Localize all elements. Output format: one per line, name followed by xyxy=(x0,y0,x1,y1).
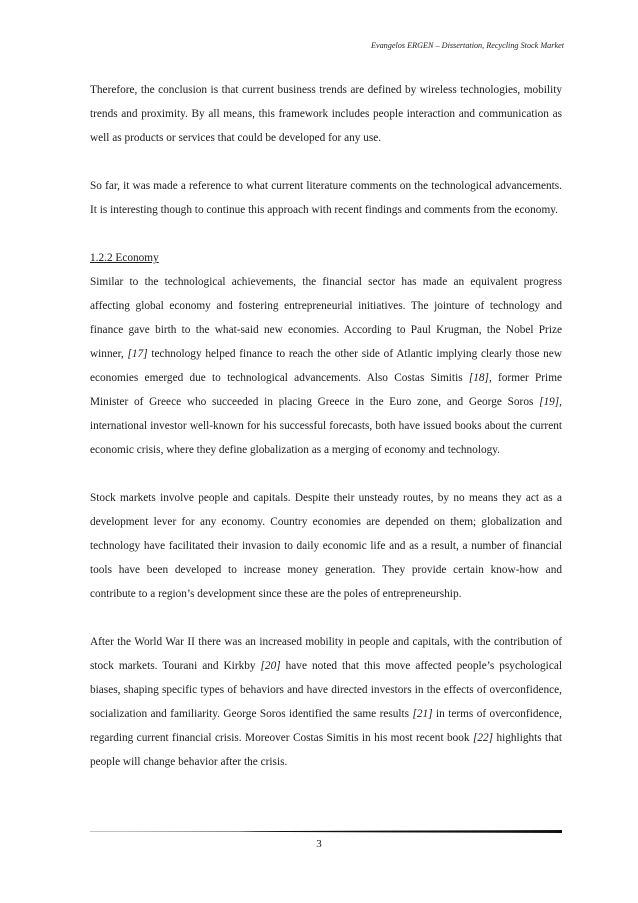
citation-20: [20] xyxy=(260,660,281,672)
citation-19: [19] xyxy=(539,396,560,408)
paragraph-post-war: After the World War II there was an increased mobility in people and capitals, with the contribution of stock markets. Tourani and Kirkby [20] have noted that this move affected people’s psychological biases, shaping specific types of behaviors and have directed investors in the effects of overconfidence, socialization and familiarity. George Soros identified the same results [21] in terms of overconfidence, regarding current financial crisis. Moreover Costas Simitis in his most recent book [22] highlights that people will change behavior after the crisis. xyxy=(90,636,562,768)
paragraph-economy: Similar to the technological achievements, the financial sector has made an equivalent progress affecting global economy and fostering entrepreneurial initiatives. The jointure of technology and finance gave birth to the what-said new economies. According to Paul Krugman, the Nobel Prize winner, [17] technology helped finance to reach the other side of Atlantic implying clearly those new economies emerged due to technological advancements. Also Costas Simitis [18], former Prime Minister of Greece who succeeded in placing Greece in the Euro zone, and George Soros [19], international investor well-known for his successful forecasts, both have issued books about the current economic crisis, where they define globalization as a merging of economy and technology. xyxy=(90,276,562,456)
citation-18: [18] xyxy=(468,372,489,384)
citation-17: [17] xyxy=(127,348,148,360)
page-body xyxy=(90,78,562,774)
paragraph-literature: So far, it was made a reference to what current literature comments on the technological advancements. It is interesting though to continue this approach with recent findings and comments from the economy. xyxy=(90,180,562,216)
paragraph-conclusion: Therefore, the conclusion is that current business trends are defined by wireless technologies, mobility trends and proximity. By all means, this framework includes people interaction and communication as well as products or services that could be developed for any use. xyxy=(90,84,562,144)
citation-22: [22] xyxy=(472,732,494,744)
running-header: Evangelos ERGEN – Dissertation, Recycling Stock Market xyxy=(370,41,564,50)
footer-rule xyxy=(90,830,562,833)
section-heading-economy: 1.2.2 Economy xyxy=(90,252,159,264)
paragraph-stock-markets: Stock markets involve people and capitals. Despite their unsteady routes, by no means they act as a development lever for any economy. Country economies are depended on them; globalization and technology have facilitated their invasion to daily economic life and as a result, a number of financial tools have been developed to increase money generation. They provide certain know-how and contribute to a region’s development since these are the poles of entrepreneurship. xyxy=(90,492,562,600)
citation-21: [21] xyxy=(412,708,433,720)
page-number: 3 xyxy=(316,838,322,850)
